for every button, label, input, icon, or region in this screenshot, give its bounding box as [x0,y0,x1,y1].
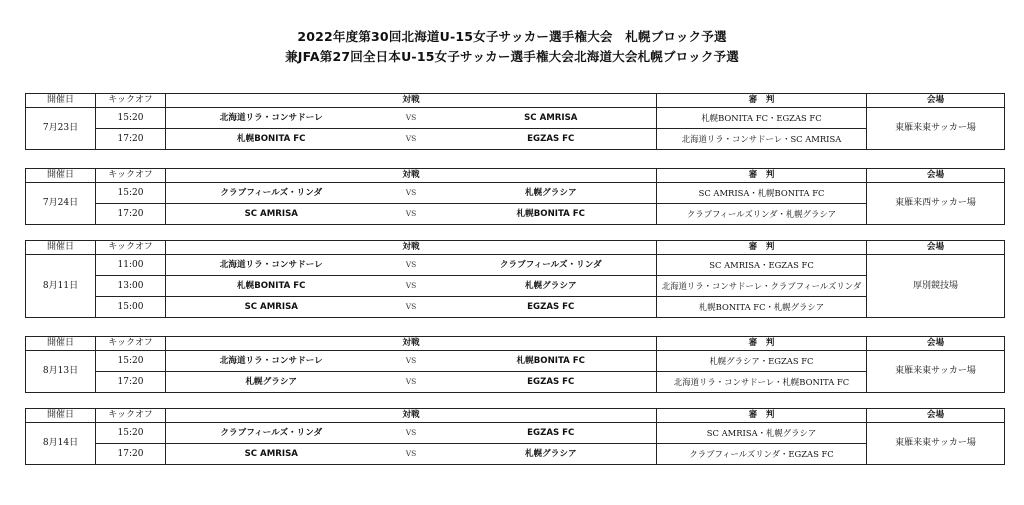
match-row [26,255,1005,276]
schedule-table [25,408,1005,465]
referee-teams: SC AMRISA・札幌BONITA FC [657,183,867,204]
match-row [26,351,1005,372]
schedule-table [25,240,1005,318]
away-team: EGZAS FC [446,129,657,150]
away-team: EGZAS FC [446,297,657,318]
home-team: SC AMRISA [166,297,377,318]
home-team: 札幌BONITA FC [166,129,377,150]
match-row [26,372,1005,393]
kickoff-time: 17:20 [96,129,166,150]
header-date: 開催日 [26,169,96,183]
referee-teams: SC AMRISA・札幌グラシア [657,423,867,444]
kickoff-time: 15:20 [96,351,166,372]
kickoff-time: 11:00 [96,255,166,276]
versus-label: VS [377,255,446,276]
match-date: 7月23日 [26,108,96,150]
document-title-block [0,27,1024,67]
title-line-2: 兼JFA第27回全日本U-15女子サッカー選手権大会北海道大会札幌ブロック予選 [285,49,739,64]
match-row [26,297,1005,318]
header-row [26,94,1005,108]
header-kickoff: キックオフ [96,169,166,183]
match-row [26,204,1005,225]
header-venue: 会場 [867,337,1005,351]
header-venue: 会場 [867,409,1005,423]
kickoff-time: 13:00 [96,276,166,297]
header-venue: 会場 [867,169,1005,183]
header-kickoff: キックオフ [96,94,166,108]
versus-label: VS [377,183,446,204]
referee-teams: 札幌グラシア・EGZAS FC [657,351,867,372]
home-team: クラブフィールズ・リンダ [166,183,377,204]
home-team: 札幌グラシア [166,372,377,393]
referee-teams: 札幌BONITA FC・札幌グラシア [657,297,867,318]
referee-teams: 北海道リラ・コンサドーレ・クラブフィールズリンダ [657,276,867,297]
away-team: EGZAS FC [446,423,657,444]
versus-label: VS [377,423,446,444]
kickoff-time: 17:20 [96,372,166,393]
away-team: 札幌グラシア [446,183,657,204]
header-date: 開催日 [26,409,96,423]
versus-label: VS [377,351,446,372]
header-venue: 会場 [867,94,1005,108]
schedule-table [25,336,1005,393]
away-team: 札幌グラシア [446,276,657,297]
header-date: 開催日 [26,94,96,108]
home-team: 札幌BONITA FC [166,276,377,297]
header-row [26,337,1005,351]
match-row [26,108,1005,129]
referee-teams: SC AMRISA・EGZAS FC [657,255,867,276]
venue-name: 東雁来西サッカー場 [867,183,1005,225]
match-row [26,129,1005,150]
header-date: 開催日 [26,337,96,351]
header-kickoff: キックオフ [96,409,166,423]
match-date: 7月24日 [26,183,96,225]
venue-name: 東雁来東サッカー場 [867,423,1005,465]
venue-name: 厚別競技場 [867,255,1005,318]
header-referee: 審 判 [657,94,867,108]
versus-label: VS [377,297,446,318]
header-referee: 審 判 [657,337,867,351]
match-date: 8月14日 [26,423,96,465]
referee-teams: 札幌BONITA FC・EGZAS FC [657,108,867,129]
schedule-table [25,93,1005,150]
kickoff-time: 17:20 [96,444,166,465]
away-team: 札幌BONITA FC [446,204,657,225]
header-match: 対戦 [166,241,657,255]
header-match: 対戦 [166,409,657,423]
away-team: 札幌グラシア [446,444,657,465]
venue-name: 東雁来東サッカー場 [867,108,1005,150]
referee-teams: クラブフィールズリンダ・札幌グラシア [657,204,867,225]
header-row [26,169,1005,183]
kickoff-time: 15:20 [96,423,166,444]
header-referee: 審 判 [657,241,867,255]
referee-teams: 北海道リラ・コンサドーレ・SC AMRISA [657,129,867,150]
versus-label: VS [377,444,446,465]
home-team: 北海道リラ・コンサドーレ [166,351,377,372]
match-date: 8月13日 [26,351,96,393]
header-kickoff: キックオフ [96,241,166,255]
home-team: 北海道リラ・コンサドーレ [166,255,377,276]
match-row [26,183,1005,204]
header-kickoff: キックオフ [96,337,166,351]
header-row [26,241,1005,255]
away-team: EGZAS FC [446,372,657,393]
away-team: クラブフィールズ・リンダ [446,255,657,276]
header-date: 開催日 [26,241,96,255]
home-team: SC AMRISA [166,204,377,225]
header-match: 対戦 [166,169,657,183]
header-referee: 審 判 [657,169,867,183]
header-referee: 審 判 [657,409,867,423]
versus-label: VS [377,108,446,129]
kickoff-time: 15:20 [96,183,166,204]
match-row [26,444,1005,465]
kickoff-time: 15:20 [96,108,166,129]
versus-label: VS [377,204,446,225]
header-venue: 会場 [867,241,1005,255]
venue-name: 東雁来東サッカー場 [867,351,1005,393]
versus-label: VS [377,276,446,297]
versus-label: VS [377,372,446,393]
match-row [26,423,1005,444]
referee-teams: クラブフィールズリンダ・EGZAS FC [657,444,867,465]
versus-label: VS [377,129,446,150]
referee-teams: 北海道リラ・コンサドーレ・札幌BONITA FC [657,372,867,393]
kickoff-time: 15:00 [96,297,166,318]
match-row [26,276,1005,297]
match-date: 8月11日 [26,255,96,318]
away-team: SC AMRISA [446,108,657,129]
home-team: クラブフィールズ・リンダ [166,423,377,444]
away-team: 札幌BONITA FC [446,351,657,372]
home-team: SC AMRISA [166,444,377,465]
kickoff-time: 17:20 [96,204,166,225]
header-row [26,409,1005,423]
header-match: 対戦 [166,94,657,108]
title-line-1: 2022年度第30回北海道U-15女子サッカー選手権大会 札幌ブロック予選 [297,29,727,44]
schedule-table [25,168,1005,225]
header-match: 対戦 [166,337,657,351]
home-team: 北海道リラ・コンサドーレ [166,108,377,129]
